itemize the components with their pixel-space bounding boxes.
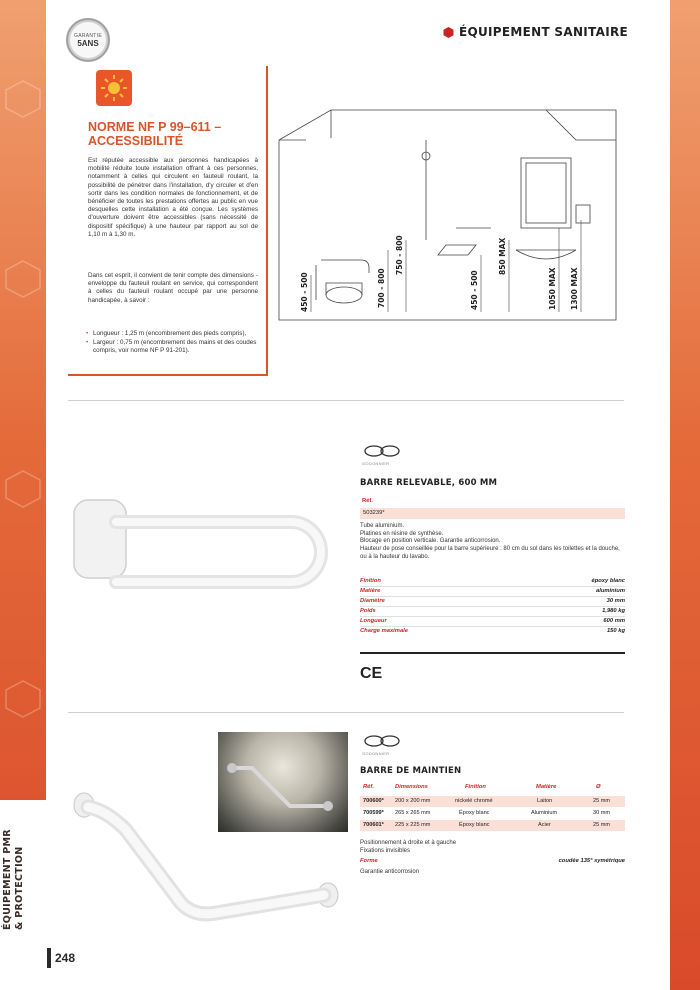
brand-logo-icon	[362, 733, 402, 749]
column-header: Dimensions	[395, 784, 428, 790]
ref-label: Réf.	[362, 498, 373, 504]
spec-row: Poids 1,980 kg	[360, 608, 625, 614]
column-header: Finition	[465, 784, 486, 790]
ce-mark: CE	[360, 665, 383, 682]
section-rule	[360, 652, 625, 654]
folding-grab-bar-image	[66, 490, 336, 630]
list-item: • Largeur : 0,75 m (encombrement des mains et des coudes compris, voir norme NF P 91-201).	[86, 339, 261, 355]
notice-paragraph: Est réputée accessible aux personnes handicapées à mobilité réduite toute installation offrant à ces personnes, notamment à celles qui circulent en fauteuil roulant, la possibilité de pénétrer dans l'installation, d'y circuler et d'en sortir dans les condition normales de fonctionnement, et de bénéficier de toutes les prestations offertes au public en vue desquelles cette installation a été conçue. Les systèmes d'ouverture doivent être accessibles (sans nécessité de dispositif spécifique) à une hauteur par rapport au sol de 1,10 m à 1,30 m.	[88, 157, 258, 238]
ref-row: 503239*	[360, 508, 625, 519]
spec-row: Diamètre 30 mm	[360, 598, 625, 604]
column-header: Ø	[596, 784, 601, 790]
dimension-label: 1050 MAX	[548, 267, 557, 310]
warranty-note: Garantie anticorrosion	[360, 869, 420, 875]
product-title: BARRE RELEVABLE, 600 MM	[360, 478, 498, 488]
brand-name: GODONNIER	[362, 461, 390, 466]
page-number: 248	[55, 951, 76, 965]
spec-row: Longueur 600 mm	[360, 618, 625, 624]
warranty-badge: GARANTIE 5ANS	[66, 18, 110, 62]
spec-row: Forme coudée 135° symétrique	[360, 858, 625, 864]
list-item: • Longueur : 1,25 m (encombrement des pieds compris),	[86, 330, 261, 338]
spec-row: Charge maximale 150 kg	[360, 628, 625, 634]
hexagon-bullet-icon	[443, 27, 454, 38]
product-description: Tube aluminium. Platines en résine de synthèse. Blocage en position verticale. Garantie anticorrosion. Hauteur de pose conseillée pour la barre supérieure : 80 cm du sol dans les toilettes et la douche, ou à la hauteur du lavabo.	[360, 523, 620, 560]
brand-logo-icon	[362, 443, 402, 459]
side-section-label: ÉQUIPEMENT PMR & PROTECTION	[2, 829, 25, 930]
dimension-label: 1300 MAX	[570, 267, 579, 310]
section-separator	[68, 400, 624, 401]
bathroom-layout-diagram	[276, 100, 626, 340]
spec-row: Finition époxy blanc	[360, 578, 625, 584]
table-row: 700600* 200 x 200 mm nickelé chromé Laiton 25 mm	[360, 796, 625, 807]
hexagon-pattern-icon	[4, 260, 42, 298]
notice-paragraph: Dans cet esprit, il convient de tenir compte des dimensions - enveloppe du fauteuil roulant en service, qui correspondent à celles du fauteuil roulant occupé par une personne handicapée, à savoir :	[88, 272, 258, 304]
notice-title: NORME NF P 99–611 – ACCESSIBILITÉ	[88, 120, 222, 148]
section-separator	[68, 712, 624, 713]
dimension-label: 850 MAX	[498, 237, 507, 275]
hexagon-pattern-icon	[4, 680, 42, 718]
angled-grab-bar-image	[66, 785, 356, 935]
hexagon-pattern-icon	[4, 470, 42, 508]
table-row: 700601* 225 x 225 mm Époxy blanc Acier 25 mm	[360, 820, 625, 831]
product-title: BARRE DE MAINTIEN	[360, 766, 462, 776]
column-header: Matière	[536, 784, 557, 790]
page-marker	[47, 948, 51, 968]
spec-row: Matière aluminium	[360, 588, 625, 594]
standard-sun-icon	[96, 70, 132, 106]
notice-bullet-list	[86, 330, 261, 357]
product-notes: Positionnement à droite et à gauche Fixations invisibles	[360, 840, 457, 854]
dimension-label: 750 - 800	[395, 235, 404, 275]
dimension-label: 450 - 500	[300, 272, 309, 312]
column-header: Réf.	[363, 784, 374, 790]
category-title: ÉQUIPEMENT SANITAIRE	[443, 25, 628, 39]
dimension-label: 450 - 500	[470, 270, 479, 310]
dimension-label: 700 - 800	[377, 268, 386, 308]
right-decor-band	[670, 0, 700, 990]
brand-name: GODONNIER	[362, 751, 390, 756]
hexagon-pattern-icon	[4, 80, 42, 118]
table-row: 700599* 265 x 265 mm Époxy blanc Aluminium 30 mm	[363, 810, 611, 816]
